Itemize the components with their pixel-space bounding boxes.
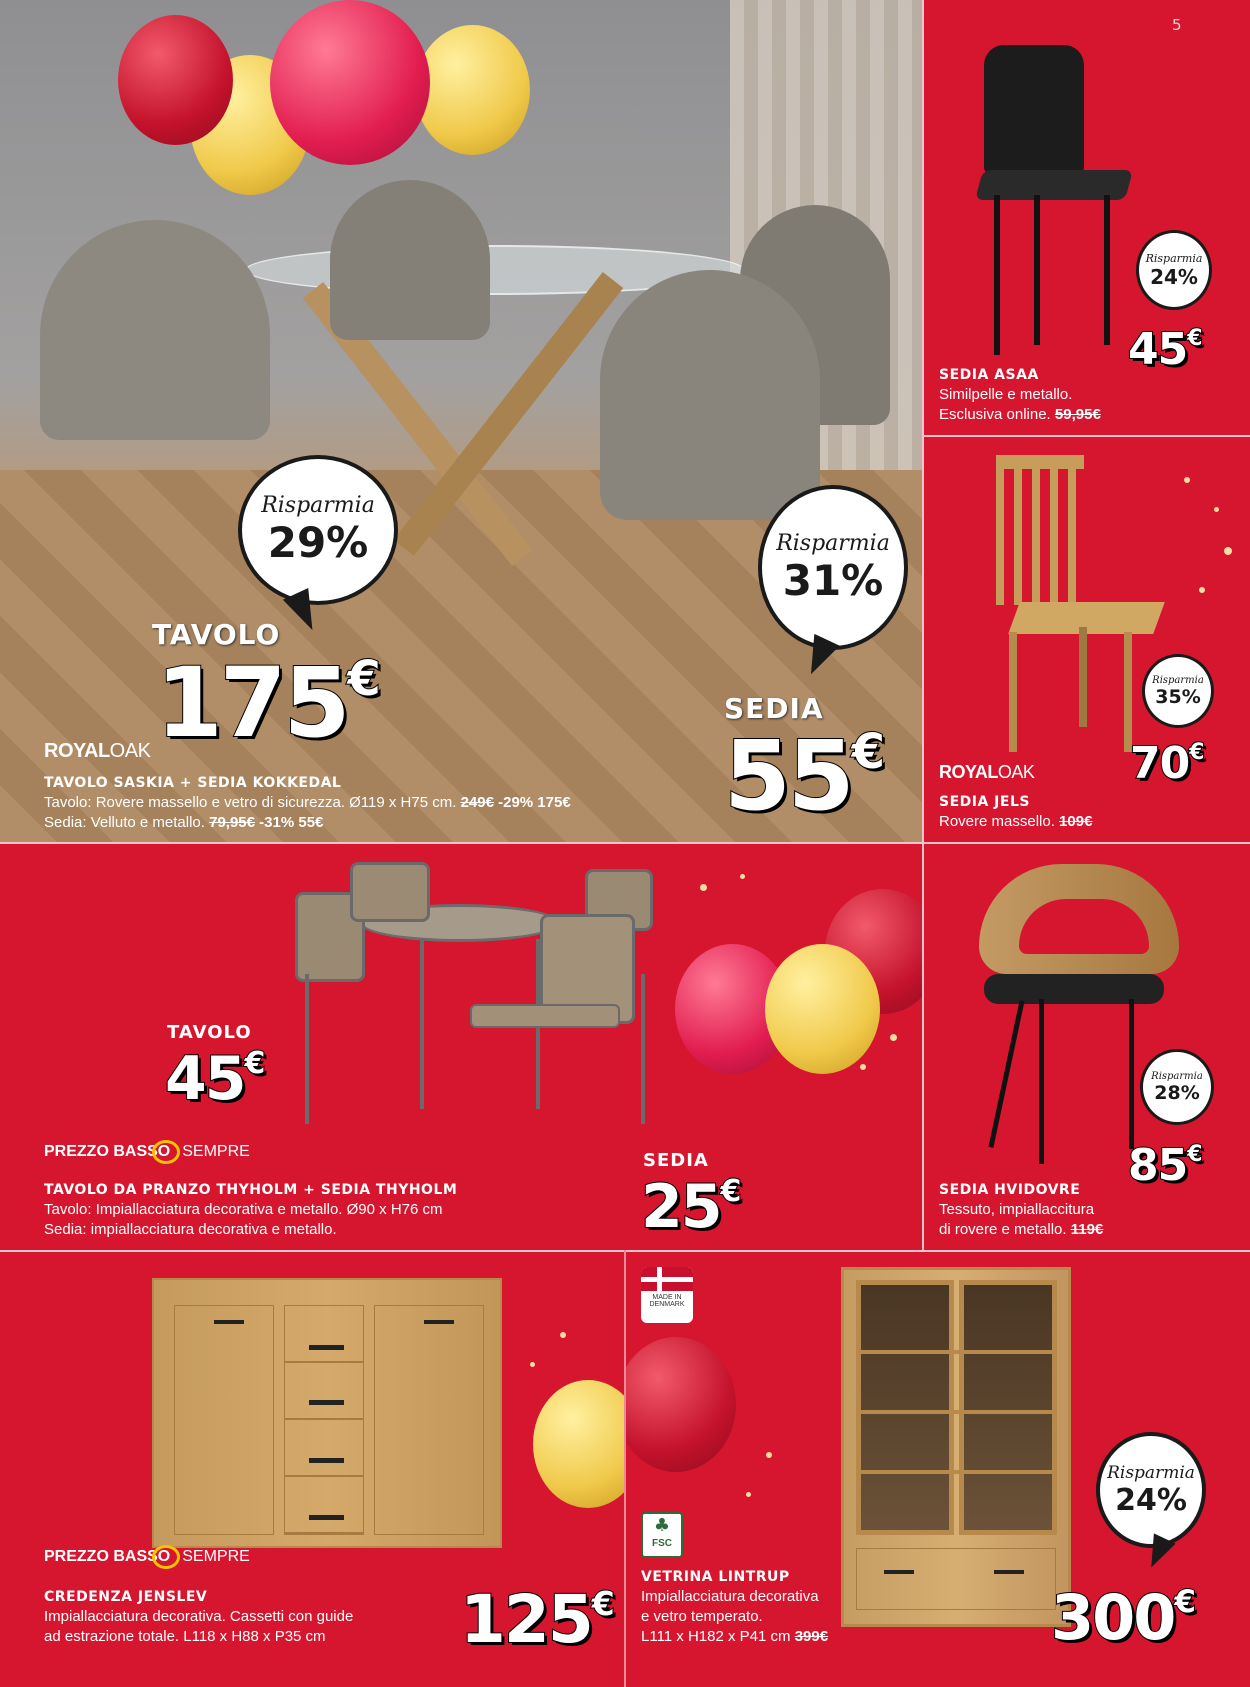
description-line: L111 x H182 x P41 cm 399€ [641,1628,829,1645]
royal-oak-logo: ROYALOAK [44,740,151,762]
description-line: Rovere massello. 109€ [939,813,1093,830]
savings-label: Risparmia [1107,1462,1195,1483]
chair-leg-graphic [1079,627,1087,727]
confetti-dot [860,1064,866,1070]
velvet-chair-graphic [40,220,270,440]
glass-door-graphic [856,1280,954,1535]
handle-graphic [424,1320,454,1324]
jenslev-description [44,1587,444,1647]
savings-percent: 24% [1115,1482,1187,1518]
jenslev-price: 125€ [460,1581,615,1658]
denmark-label: DENMARK [649,1301,685,1308]
confetti-dot [766,1452,772,1458]
shelf-graphic [861,1410,1052,1414]
prezzo-basso-sempre-logo: PREZZO BASSO SEMPRE [44,1545,250,1569]
chair-seat-graphic [984,974,1164,1004]
savings-label: Risparmia [1152,674,1204,686]
royal-oak-logo: ROYALOAK [939,762,1035,782]
red-balloon-graphic [118,15,233,145]
chair-kicker: SEDIA [643,1150,709,1171]
sideboard-graphic [152,1278,502,1548]
confetti-dot [1184,477,1190,483]
chair-leg-graphic [1039,999,1044,1164]
description-line: Sedia: Velluto e metallo. 79,95€ -31% 55€ [44,814,324,831]
velvet-chair-graphic [600,270,820,520]
prezzo-basso-sempre-logo: PREZZO BASSO SEMPRE [44,1140,250,1164]
table-price: 175€ [156,647,381,759]
logo-ring-graphic [152,1545,180,1569]
description-line: Impiallacciatura decorativa [641,1588,819,1605]
savings-bubble-chair [758,485,908,650]
yellow-balloon-graphic [765,944,880,1074]
confetti-dot [1199,587,1205,593]
table-kicker: TAVOLO [152,618,281,651]
confetti-dot [740,874,745,879]
product-title: SEDIA ASAA [939,367,1039,383]
savings-bubble [1142,654,1214,728]
chair-leg-graphic [1129,999,1134,1149]
description-line: Impiallacciatura decorativa. Cassetti con guide [44,1608,354,1625]
product-title: SEDIA HVIDOVRE [939,1182,1081,1198]
red-balloon-graphic [626,1337,736,1472]
description-line: Similpelle e metallo. [939,386,1073,403]
wooden-chair-back-graphic [350,862,430,922]
sideboard-drawer-graphic [284,1305,364,1535]
description-line: Tavolo: Rovere massello e vetro di sicurezza. Ø119 x H75 cm. 249€ -29% 175€ [44,794,571,811]
savings-label: Risparmia [1145,251,1203,265]
hero-description [44,773,744,833]
jenslev-product-cell[interactable] [0,1252,624,1687]
savings-bubble-table [238,455,398,605]
handle-graphic [309,1400,344,1405]
yellow-balloon-graphic [533,1380,624,1508]
chair-leg-graphic [1104,195,1110,345]
lintrup-description [641,1567,901,1647]
product-title: CREDENZA JENSLEV [44,1589,208,1605]
thyholm-description [44,1180,604,1240]
yellow-balloon-graphic [415,25,530,155]
asaa-price: 45€ [1128,324,1203,375]
confetti-dot [560,1332,566,1338]
made-in-label: MADE IN [652,1294,682,1301]
fsc-label: FSC [652,1538,672,1549]
confetti-dot [530,1362,535,1367]
product-title: TAVOLO DA PRANZO THYHOLM + SEDIA THYHOLM [44,1182,458,1198]
savings-label: Risparmia [776,530,890,556]
product-title: TAVOLO SASKIA + SEDIA KOKKEDAL [44,775,342,791]
glass-door-graphic [959,1280,1057,1535]
chair-leg-graphic [1009,632,1017,752]
description-line: Esclusiva online. 59,95€ [939,406,1101,423]
jels-price: 70€ [1130,738,1205,789]
handle-graphic [994,1570,1024,1574]
fsc-logo [641,1512,683,1558]
chair-price: 55€ [724,720,885,832]
description-line: Tessuto, impiallaccitura [939,1201,1095,1218]
savings-percent: 31% [782,555,884,605]
hero-product-cell[interactable] [0,0,922,842]
page-number: 5 [1172,16,1182,34]
product-title: VETRINA LINTRUP [641,1569,790,1585]
jels-product-cell[interactable] [924,437,1250,842]
jels-description [939,792,1239,832]
chair-leg-graphic [1034,195,1040,345]
description-line: di rovere e metallo. 119€ [939,1221,1104,1238]
chair-leg-graphic [994,195,1000,355]
savings-percent: 29% [267,518,369,567]
velvet-chair-graphic [330,180,490,340]
hvidovre-description [939,1180,1239,1240]
handle-graphic [309,1458,344,1463]
handle-graphic [309,1515,344,1520]
savings-label: Risparmia [261,493,375,518]
danish-flag-icon [641,1267,693,1291]
savings-percent: 35% [1155,685,1201,708]
pink-balloon-graphic [270,0,430,165]
lintrup-product-cell[interactable] [626,1252,1250,1687]
sideboard-door-graphic [174,1305,274,1535]
description-line: ad estrazione totale. L118 x H88 x P35 cm [44,1628,326,1645]
confetti-dot [700,884,707,891]
confetti-dot [746,1492,751,1497]
confetti-dot [890,1034,897,1041]
hvidovre-price: 85€ [1128,1140,1203,1191]
savings-bubble [1136,230,1212,310]
shelf-graphic [861,1470,1052,1474]
savings-bubble [1140,1049,1214,1125]
chair-leg-graphic [1124,632,1132,752]
description-line: Tavolo: Impiallacciatura decorativa e metallo. Ø90 x H76 cm [44,1201,443,1218]
chair-seat-graphic [470,1004,620,1028]
black-chair-graphic [984,45,1084,175]
hvidovre-product-cell[interactable] [924,844,1250,1250]
handle-graphic [309,1345,344,1350]
savings-percent: 24% [1150,264,1198,289]
made-in-denmark-badge [641,1267,693,1323]
chair-leg-graphic [988,1000,1024,1148]
chair-price: 25€ [641,1172,742,1242]
confetti-dot [1214,507,1219,512]
product-title: SEDIA JELS [939,794,1030,810]
description-line: e vetro temperato. [641,1608,763,1625]
table-price: 45€ [165,1044,266,1114]
table-kicker: TAVOLO [167,1022,252,1043]
chair-kicker: SEDIA [724,692,824,725]
thyholm-product-cell[interactable] [0,844,922,1250]
confetti-dot [1224,547,1232,555]
asaa-description [939,365,1239,425]
shelf-graphic [861,1350,1052,1354]
savings-bubble [1096,1432,1206,1548]
sideboard-door-graphic [374,1305,484,1535]
wooden-chair-graphic [996,455,1084,605]
curved-chair-cutout-graphic [1019,899,1149,954]
savings-label: Risparmia [1151,1070,1203,1082]
lintrup-price: 300€ [1051,1581,1196,1654]
description-line: Sedia: impiallacciatura decorativa e metallo. [44,1221,337,1238]
asaa-product-cell[interactable] [924,0,1250,435]
handle-graphic [214,1320,244,1324]
savings-percent: 28% [1154,1081,1200,1104]
tree-icon: ♣ [653,1515,671,1536]
logo-ring-graphic [152,1140,180,1164]
